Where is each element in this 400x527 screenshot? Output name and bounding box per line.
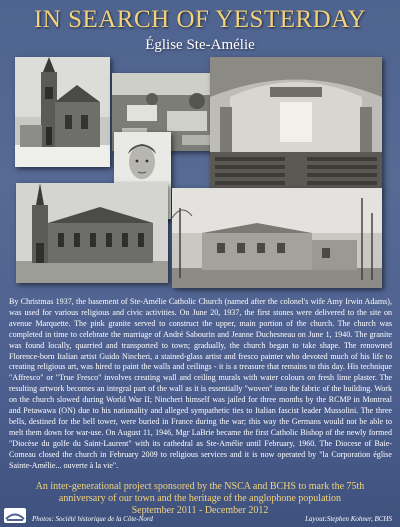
- layout-credit: Layout:Stephen Kohner, BCHS: [305, 515, 392, 523]
- page-title: IN SEARCH OF YESTERDAY: [33, 6, 367, 33]
- logo-icon: [4, 508, 26, 523]
- photo-credit: Photos: Société historique de la Côte-Nord: [32, 515, 153, 523]
- footer-line-3: September 2011 - December 2012: [131, 505, 269, 516]
- photo-early-church-building: [172, 188, 382, 288]
- footer-line-2: anniversary of our town and the heritage of the anglophone population: [58, 493, 342, 504]
- page-subtitle: Église Ste-Amélie: [145, 37, 255, 53]
- photo-church-exterior-steeple: [16, 183, 168, 283]
- history-text: By Christmas 1937, the basement of Ste-Amélie Catholic Church (named after the colonel's wife Amy Irwin Adams), was used for various religious and civic activities. On June 20, 1937, the first stones were delivered to the site on avenue Marquette. The pink granite served to construct the upper, main portion of the church. The church was completed in time to celebrate the marriage of André Sabourin and Jeanne Duchesneau on June 1, 1940. The granite was found locally, quarried and transported to town; gradually, the church began to take shape. The renowned Florence-born Italian artist Guido Nincheri, a stained-glass artist and fresco painter who devoted much of his life to creating religious art, was hired to paint the walls and ceilings - it is a treasure that remains to this day. His technique "Affresco" or "True Fresco" involves creating wall and ceiling murals with water colours on fresh lime plaster. The resulting artwork becomes an integral part of the wall as it is essentially "woven" into the fabric of the building. Work on the church slowed during World War II; Nincheri himself was jailed for three months by the RCMP in Montreal and Petawawa (ON) due to his nationality and alleged sympathetic ties to Italian fascist leader Mussolini. The three bells, destined for the bell tower, were buried in France during the war; this way the Germans would not be able to melt them down for war-use. On August 11, 1946, Mgr LaBrie became the first Catholic Bishop of the newly formed "Diocèse du golfe du Saint-Laurent" with its cathedral as Ste-Amélie until February, 1960. The Diocese of Baie-Comeau closed the church in February 2009 to religious services and it is now operated by "la Corporation église Sainte-Amélie... ouverte à la vie".: [9, 297, 392, 470]
- footer-line-1: An inter-generational project sponsored by the NSCA and BCHS to mark the 75th: [35, 481, 365, 492]
- photo-church-interior: [210, 57, 382, 190]
- photo-church-exterior-winter: [15, 57, 110, 167]
